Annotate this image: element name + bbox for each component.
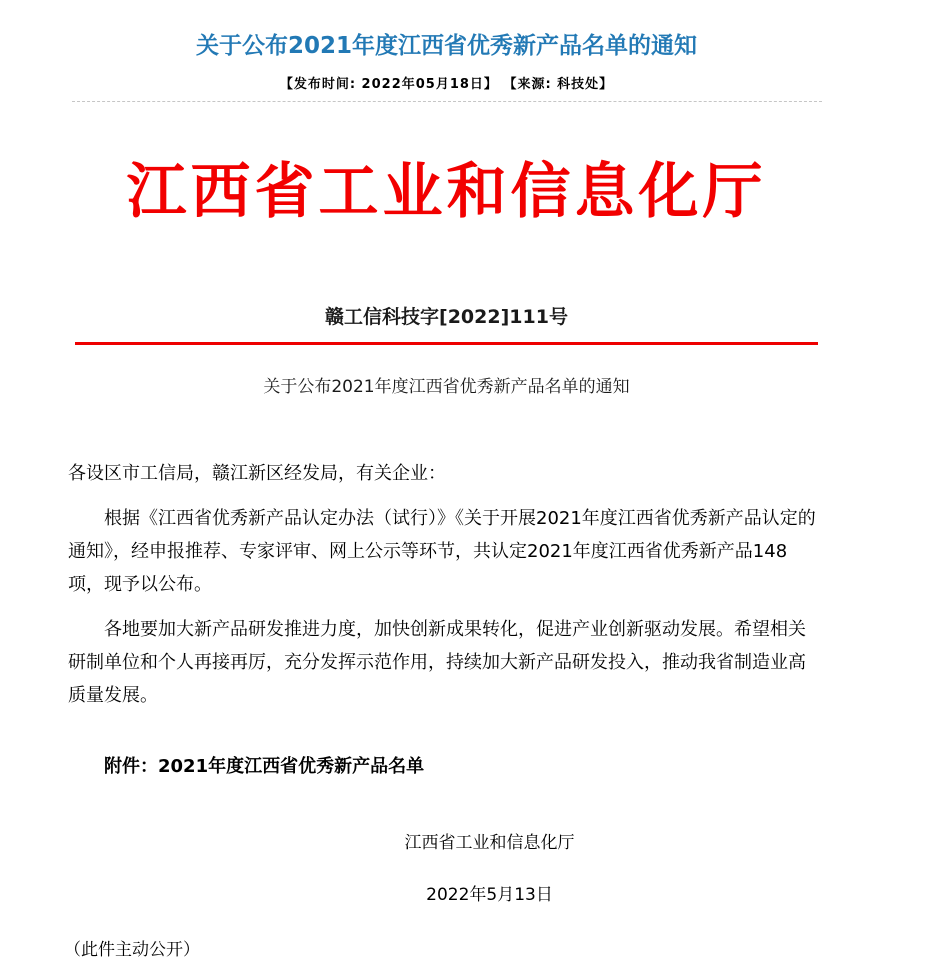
body-paragraph: 各地要加大新产品研发推进力度，加快创新成果转化，促进产业创新驱动发展。希望相关研制单位和个人再接再厉，充分发挥示范作用，持续加大新产品研发投入，推动我省制造业高质量发展。	[68, 619, 806, 706]
publicity-note: （此件主动公开）	[64, 940, 200, 960]
signature-block	[43, 828, 936, 905]
salutation-line: 各设区市工信局，赣江新区经发局，有关企业：	[68, 463, 446, 484]
body-paragraph: 根据《江西省优秀新产品认定办法（试行）》《关于开展2021年度江西省优秀新产品认定的通知》，经申报推荐、专家评审、网上公示等环节，共认定2021年度江西省优秀新产品148项，现予以公布。	[68, 508, 816, 595]
publish-meta: 【发布时间: 2022年05月18日】 【来源: 科技处】	[279, 77, 614, 92]
document-title: 关于公布2021年度江西省优秀新产品名单的通知	[263, 377, 630, 397]
document-number: 赣工信科技字[2022]111号	[325, 306, 568, 328]
page-title: 关于公布2021年度江西省优秀新产品名单的通知	[195, 33, 697, 59]
header-divider	[72, 101, 822, 102]
agency-letterhead: 江西省工业和信息化厅	[126, 157, 767, 227]
signature-date: 2022年5月13日	[426, 885, 553, 905]
attachment-line: 附件：2021年度江西省优秀新产品名单	[104, 756, 425, 777]
notice-page	[0, 32, 893, 960]
document-body	[68, 457, 821, 712]
red-rule-divider	[75, 342, 818, 345]
signature-agency: 江西省工业和信息化厅	[404, 833, 575, 853]
